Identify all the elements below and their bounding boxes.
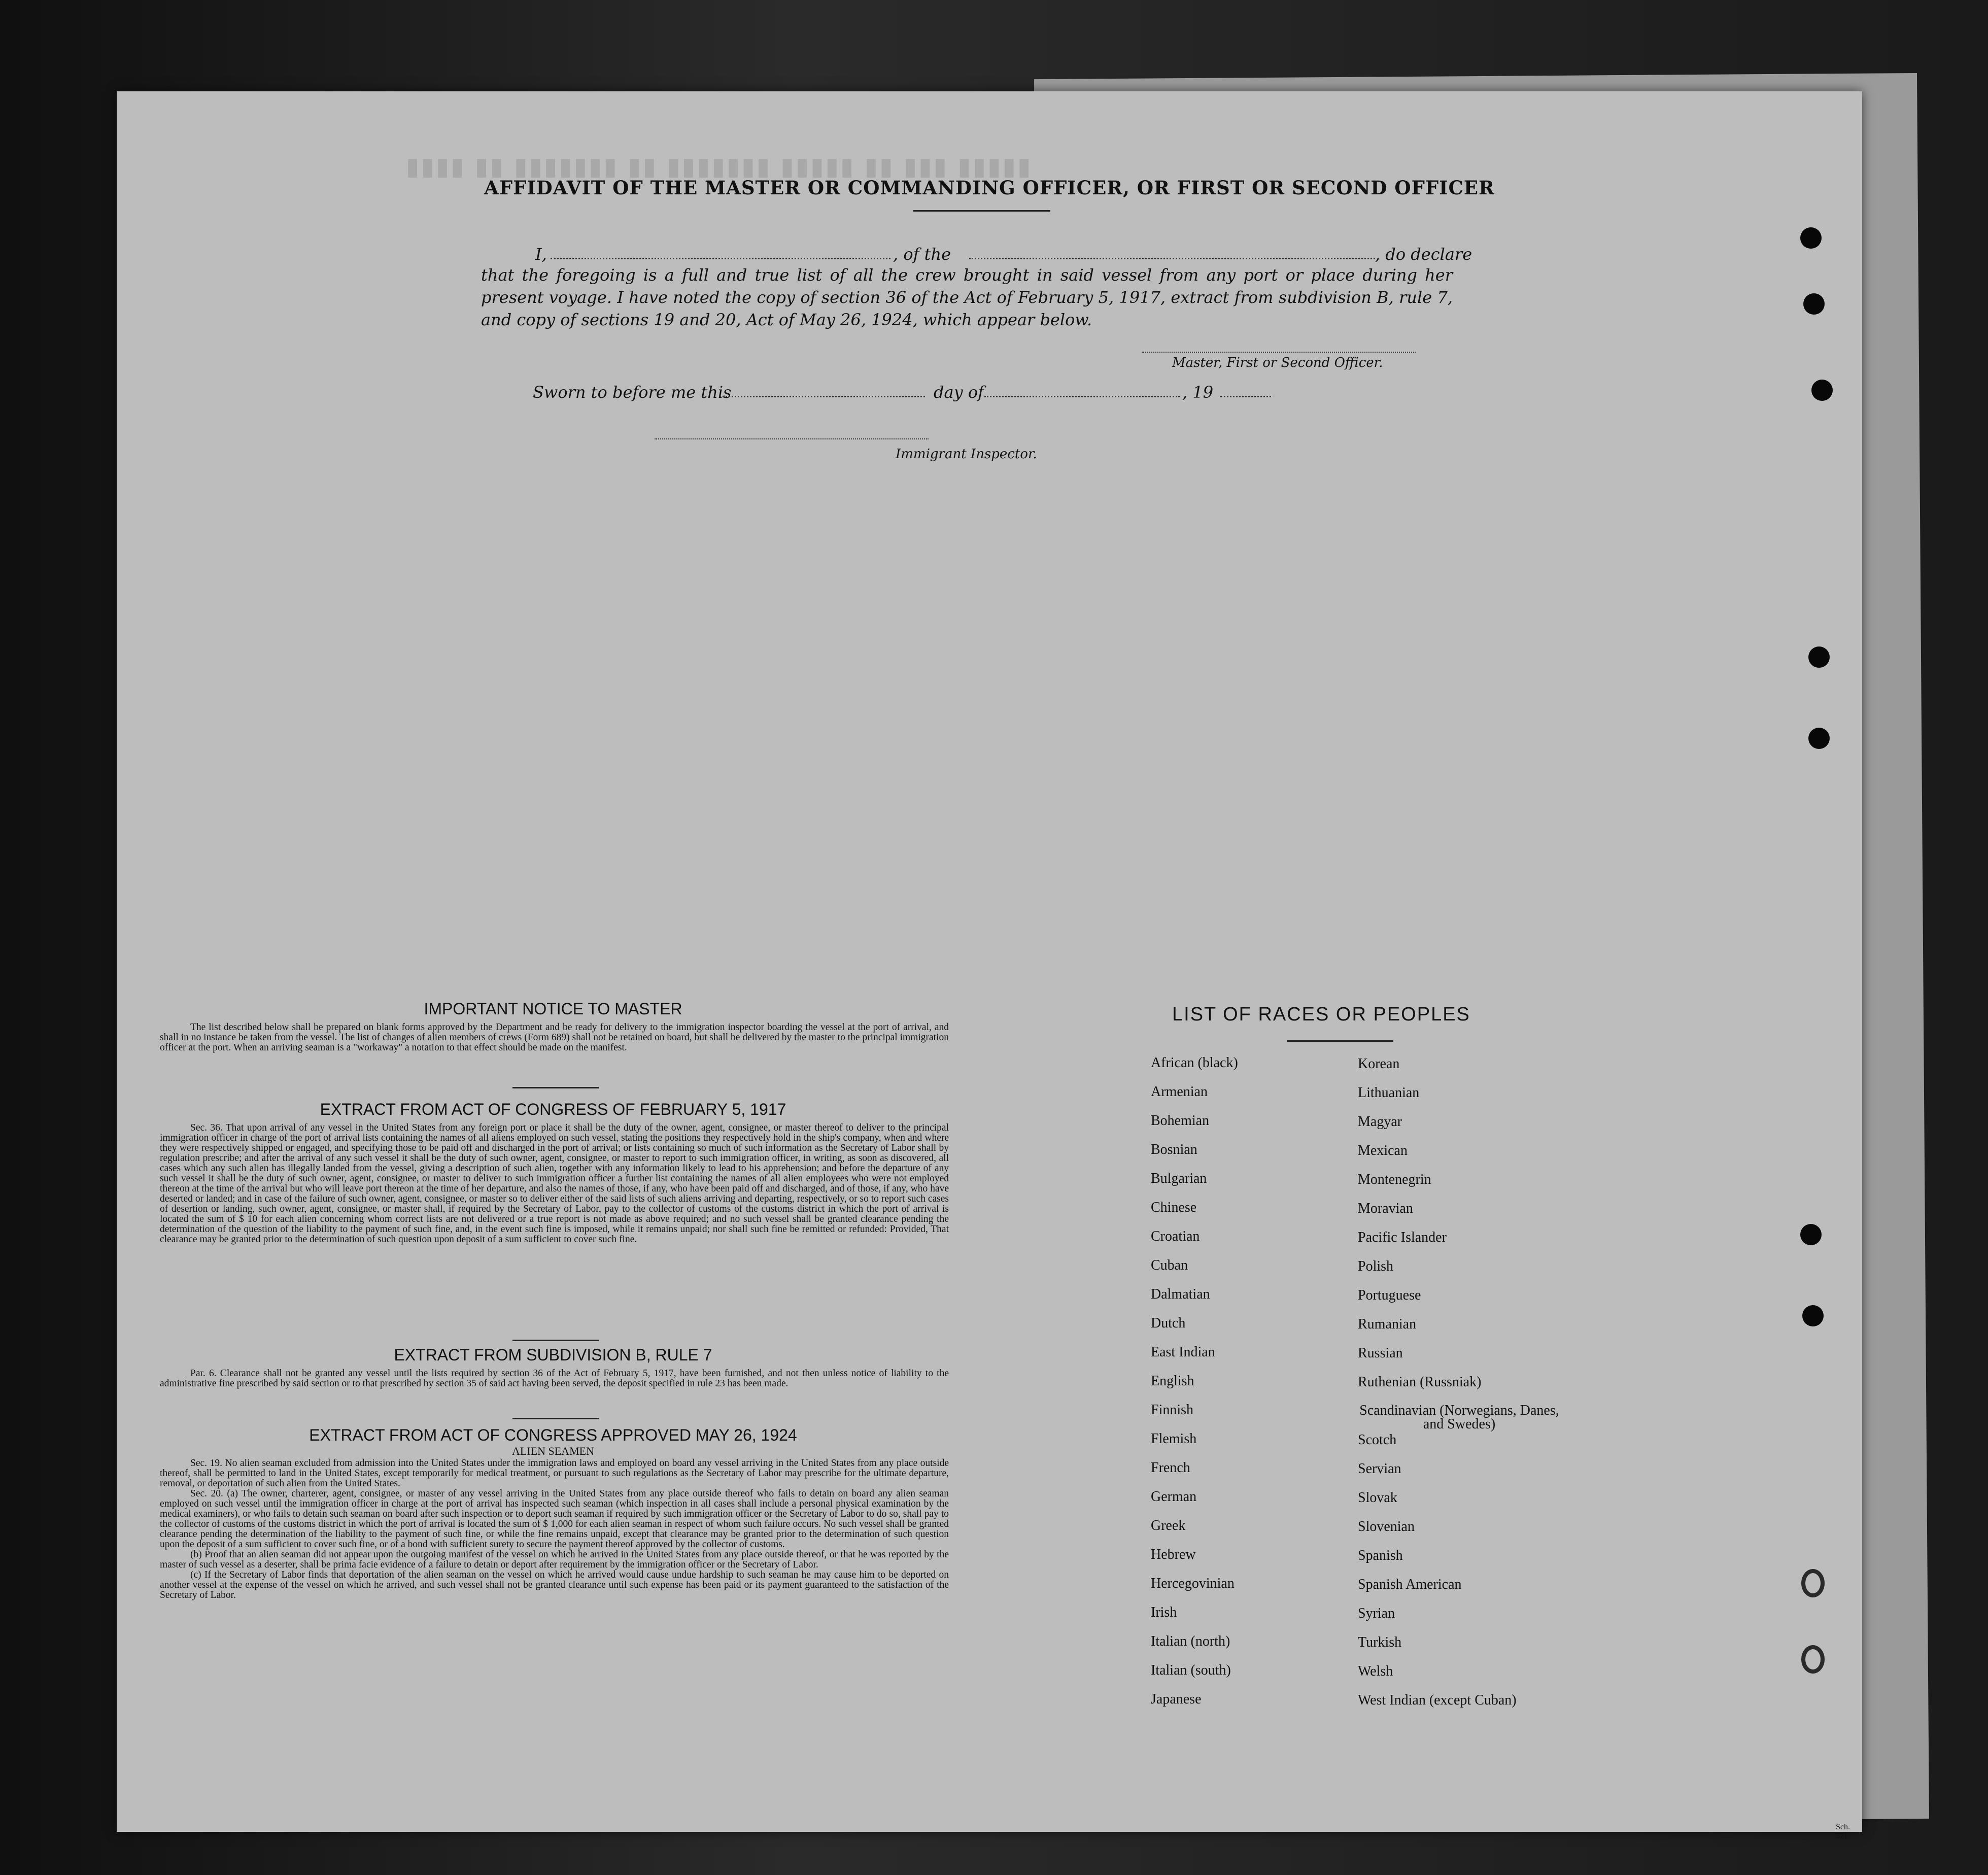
master-signature-label: Master, First or Second Officer. <box>1172 355 1383 370</box>
section-rule <box>512 1418 599 1419</box>
race-item: French <box>1151 1460 1190 1476</box>
race-item: Scandinavian (Norwegians, Danes, and Swedes) <box>1359 1403 1559 1432</box>
race-item: Chinese <box>1151 1200 1197 1215</box>
race-item: Croatian <box>1151 1229 1200 1244</box>
extract-1917-title: EXTRACT FROM ACT OF CONGRESS OF FEBRUARY 5, 1917 <box>320 1100 786 1118</box>
punch-hole <box>1803 293 1825 315</box>
race-item: Spanish <box>1358 1548 1403 1563</box>
race-item: Montenegrin <box>1358 1172 1431 1187</box>
race-item: Hercegovinian <box>1151 1576 1235 1591</box>
race-item: Rumanian <box>1358 1316 1417 1332</box>
officer-name-field[interactable] <box>551 258 890 259</box>
race-item: Polish <box>1358 1258 1394 1274</box>
race-item: Slovenian <box>1358 1519 1415 1535</box>
race-item: Scotch <box>1358 1432 1397 1448</box>
race-item: Armenian <box>1151 1084 1208 1100</box>
inspector-signature-field[interactable] <box>655 438 929 439</box>
day-of-label: day of <box>934 383 984 402</box>
form-sheet <box>117 91 1862 1840</box>
rule7-title: EXTRACT FROM SUBDIVISION B, RULE 7 <box>394 1346 712 1364</box>
race-item: Hebrew <box>1151 1547 1196 1562</box>
do-declare-label: , do declare <box>1375 245 1472 264</box>
races-title: LIST OF RACES OR PEOPLES <box>1172 1004 1470 1025</box>
race-item: West Indian (except Cuban) <box>1358 1692 1517 1708</box>
notice-title: IMPORTANT NOTICE TO MASTER <box>424 1000 682 1018</box>
of-the-label: , of the <box>893 245 951 264</box>
rule7-text: Par. 6. Clearance shall not be granted any vessel until the lists required by section 36 of the Act of February 5, 1917, have been furnished, and not then unless notice of liability to the administrative fine prescribed by said section or to that prescribed by section 35 of said act having been served, the deposit specified in rule 23 has been made. <box>160 1368 949 1389</box>
extract-1924-subtitle: ALIEN SEAMEN <box>512 1445 594 1457</box>
race-item: Korean <box>1358 1056 1400 1072</box>
section-rule <box>512 1340 599 1341</box>
extract-1924-text: Sec. 19. No alien seaman excluded from admission into the United States under the immigration laws and employed on board any vessel arriving in the United States from any place outside thereof, shall be permitted to land in the United States, except temporarily for medical treatment, or pursuant to such regulations as the Secretary of Labor may prescribe for the ultimate departure, removal, or deportation of such alien from the United States. Sec. 20. (a) The owner, charterer, agent, consignee, or master of any vessel arriving in the United States from any place outside thereof who fails to detain on board any alien seaman employed on such vessel until the immigration officer in charge at the port of arrival has inspected such seaman (which inspection in all cases shall include a personal physical examination by the medical examiners), or who fails to detain such seaman on board after such inspection or to deport such seaman if required by such immigration officer or the Secretary of Labor to do so, shall pay to the collector of customs of the customs district in which the port of arrival is located the sum of $ 1,000 for each alien seaman in respect of whom such failure occurs. No such vessel shall be granted clearance pending the determination of the liability to the payment of such fine, or while the fine remains unpaid, except that clearance may be granted prior to the determination of such question upon the deposit of a sum sufficient to cover such fine, or of a bond with sufficient surety to secure the payment thereof approved by the collector of customs. (b) Proof that an alien seaman did not appear upon the outgoing manifest of the vessel on which he arrived in the United States from any place outside thereof, or that he was reported by the master of such vessel as a deserter, shall be prima facie evidence of a failure to detain or deport after requirement by the immigration officer or the Secretary of Labor. (c) If the Secretary of Labor finds that deportation of the alien seaman on the vessel on which he arrived would cause undue hardship to such seaman he may cause him to be deported on another vessel at the expense of the vessel on which he arrived, and such vessel shall not be granted clearance until such expense has been paid or its payment guaranteed to the satisfaction of the Secretary of Labor. <box>160 1458 949 1600</box>
race-item: Irish <box>1151 1605 1177 1620</box>
race-item: Greek <box>1151 1518 1186 1533</box>
race-item: English <box>1151 1373 1194 1389</box>
race-item: African (black) <box>1151 1055 1238 1071</box>
sworn-label: Sworn to before me this <box>533 383 732 402</box>
race-item: Lithuanian <box>1358 1085 1420 1101</box>
race-item: Japanese <box>1151 1691 1202 1707</box>
race-item: Dalmatian <box>1151 1286 1210 1302</box>
vessel-name-field[interactable] <box>969 258 1375 259</box>
notice-text: The list described below shall be prepared on blank forms approved by the Department and be ready for delivery to the immigration inspector boarding the vessel at the port of arrival, and shall in no instance be taken from the vessel. The list of changes of alien members of crews (Form 689) shall not be retained on board, but shall be delivered by the master to the principal immigration officer at the port. When an arriving seaman is a "workaway" a notation to that effect should be made on the manifest. <box>160 1022 949 1053</box>
punch-hole <box>1801 1645 1825 1674</box>
race-item: Bohemian <box>1151 1113 1210 1129</box>
race-item: German <box>1151 1489 1197 1505</box>
affidavit-title: AFFIDAVIT OF THE MASTER OR COMMANDING OFFICER, OR FIRST OR SECOND OFFICER <box>484 177 1495 199</box>
sworn-year-field[interactable] <box>1220 396 1271 397</box>
race-item: Magyar <box>1358 1114 1402 1130</box>
race-item: Italian (north) <box>1151 1633 1230 1649</box>
race-item: Mexican <box>1358 1143 1408 1158</box>
race-item: Spanish American <box>1358 1577 1462 1592</box>
punch-hole <box>1808 646 1830 668</box>
form-code: Sch. 571 <box>1836 1823 1850 1840</box>
master-signature-field[interactable] <box>1142 352 1416 353</box>
race-item: Russian <box>1358 1345 1403 1361</box>
races-left-column <box>1151 1055 1238 1721</box>
punch-hole <box>1811 380 1833 401</box>
race-item: Dutch <box>1151 1315 1186 1331</box>
section-rule <box>512 1087 599 1088</box>
inspector-label: Immigrant Inspector. <box>896 447 1037 462</box>
race-item: Servian <box>1358 1461 1401 1477</box>
punch-hole <box>1801 1569 1825 1597</box>
sworn-month-field[interactable] <box>984 396 1180 397</box>
punch-hole <box>1800 227 1822 249</box>
race-item: Ruthenian (Russniak) <box>1358 1374 1482 1390</box>
affidavit-body: that the foregoing is a full and true list of all the crew brought in said vessel from any port or place during her present voyage. I have noted the copy of section 36 of the Act of February 5, 1917, extract from subdivision B, rule 7, and copy of sections 19 and 20, Act of May 26, 1924, which appear below. <box>481 265 1453 329</box>
race-item: Welsh <box>1358 1663 1393 1679</box>
race-item: Italian (south) <box>1151 1662 1231 1678</box>
affidavit-i-label: I, <box>535 245 547 264</box>
race-item: Flemish <box>1151 1431 1197 1447</box>
race-item: Portuguese <box>1358 1287 1421 1303</box>
punch-hole <box>1808 728 1830 749</box>
race-item: Slovak <box>1358 1490 1397 1506</box>
race-item: Moravian <box>1358 1201 1413 1216</box>
races-right-column <box>1358 1056 1561 1722</box>
race-item: Finnish <box>1151 1402 1194 1418</box>
race-item: Bulgarian <box>1151 1171 1207 1186</box>
race-item: Cuban <box>1151 1257 1188 1273</box>
punch-hole <box>1802 1305 1824 1326</box>
punch-hole <box>1800 1224 1822 1245</box>
title-rule <box>913 210 1050 212</box>
races-rule <box>1287 1040 1393 1042</box>
race-item: East Indian <box>1151 1344 1215 1360</box>
bleed-through-text: ▮▮▮▮ ▮▮ ▮▮▮▮▮▮▮ ▮▮ ▮▮▮▮▮▮▮ ▮▮▮▮▮ ▮▮ ▮▮▮ ▮▮▮▮▮ <box>406 152 1033 181</box>
race-item: Pacific Islander <box>1358 1230 1447 1245</box>
sworn-date-field[interactable] <box>719 396 925 397</box>
race-item: Syrian <box>1358 1606 1395 1621</box>
extract-1924-title: EXTRACT FROM ACT OF CONGRESS APPROVED MAY 26, 1924 <box>309 1426 797 1444</box>
race-item: Turkish <box>1358 1634 1402 1650</box>
race-item: Bosnian <box>1151 1142 1197 1157</box>
extract-1917-text: Sec. 36. That upon arrival of any vessel in the United States from any foreign port or place it shall be the duty of the owner, agent, consignee, or master thereof to deliver to the principal immigration officer in charge of the port of arrival lists containing the names of all aliens employed on such vessel, stating the positions they respectively hold in the ship's company, when and where they were respectively shipped or engaged, and specifying those to be paid off and discharged in the port of arrival; or lists containing so much of such information as the Secretary of Labor shall by regulation prescribe; and after the arrival of any such vessel it shall be the duty of such owner, agent, consignee, or master to report to such immigration officer, in writing, as soon as discovered, all cases which any such alien has illegally landed from the vessel, giving a description of such alien, together with any information likely to lead to his apprehension; and before the departure of any such vessel it shall be the duty of such owner, agent, consignee, or master to deliver to such immigration officer a further list containing the names of all alien employees who were not employed thereon at the time of the arrival but who will leave port thereon at the time of her departure, and also the names of those, if any, who have been paid off and discharged, and of those, if any, who have deserted or landed; and in case of the failure of such owner, agent, consignee, or master so to deliver either of the said lists of such aliens arriving and departing, respectively, or so to report such cases of desertion or landing, such owner, agent, consignee, or master shall, if required by the Secretary of Labor, pay to the collector of customs of the customs district in which the port of arrival is located the sum of $ 10 for each alien concerning whom correct lists are not delivered or a true report is not made as above required; and no such vessel shall be granted clearance pending the determination of the question of the liability to the payment of such fine, and, in the event such fine is imposed, while it remains unpaid; nor shall such fine be remitted or refunded: Provided, That clearance may be granted prior to the determination of such question upon deposit of a sum sufficient to cover such fine. <box>160 1122 949 1245</box>
year-label: , 19 <box>1182 383 1214 402</box>
